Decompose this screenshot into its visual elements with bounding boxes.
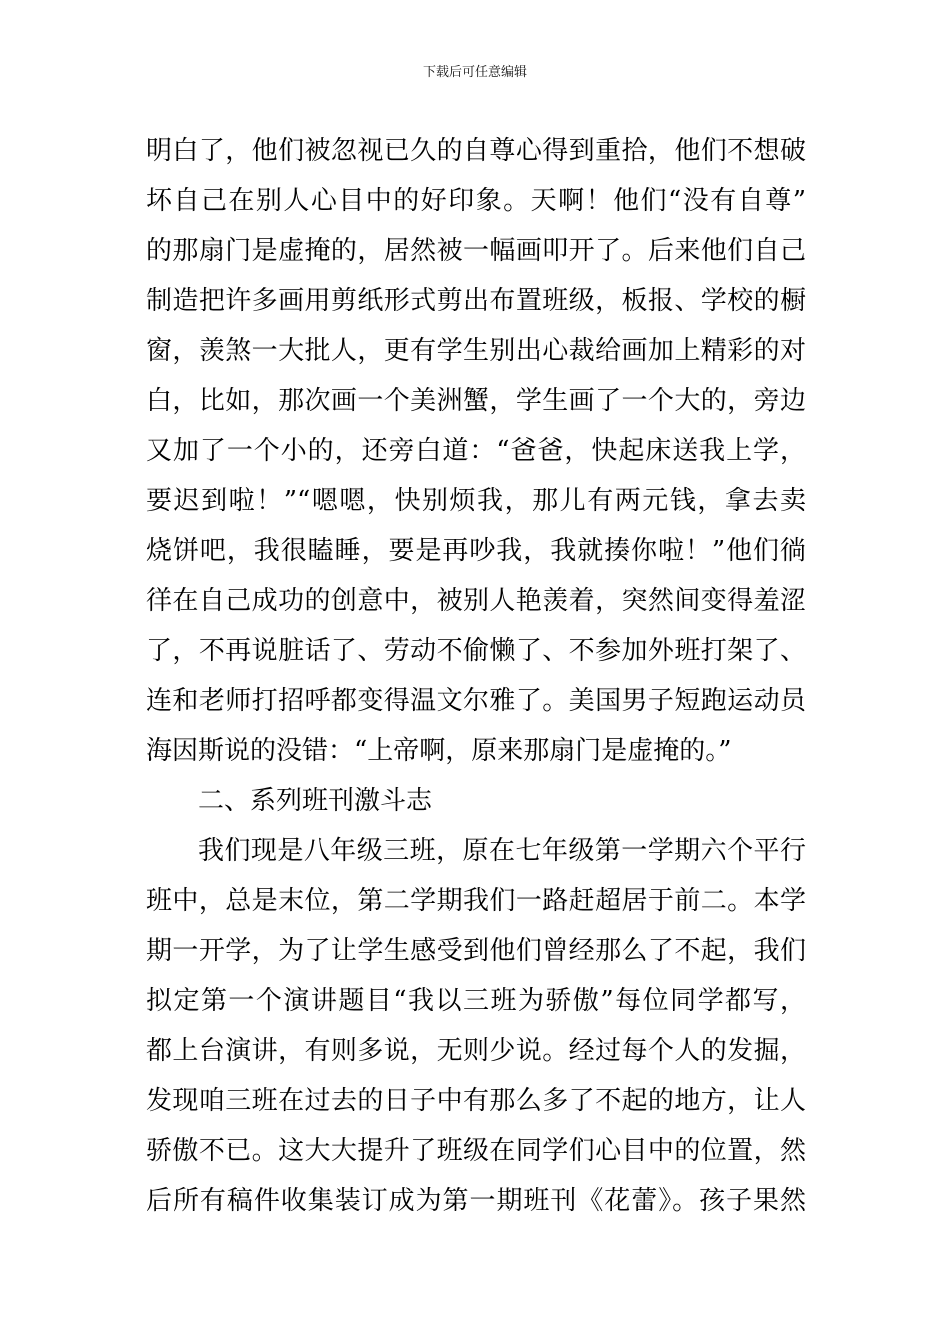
text-line: 了，不再说脏话了、劳动不偷懒了、不参加外班打架了、 — [146, 636, 806, 666]
text-line: 坏自己在别人心目中的好印象。天啊！他们“没有自尊” — [146, 186, 806, 216]
text-line: 要迟到啦！”“嗯嗯，快别烦我，那儿有两元钱，拿去卖 — [146, 486, 806, 516]
text-line: 我们现是八年级三班，原在七年级第一学期六个平行 — [198, 836, 806, 866]
text-line: 发现咱三班在过去的日子中有那么多了不起的地方，让人 — [146, 1086, 806, 1116]
text-line: 后所有稿件收集装订成为第一期班刊《花蕾》。孩子果然 — [146, 1186, 806, 1216]
text-line: 拟定第一个演讲题目“我以三班为骄傲”每位同学都写， — [146, 986, 806, 1016]
text-line: 的那扇门是虚掩的，居然被一幅画叩开了。后来他们自己 — [146, 236, 806, 266]
text-line: 连和老师打招呼都变得温文尔雅了。美国男子短跑运动员 — [146, 686, 806, 716]
text-line: 烧饼吧，我很瞌睡，要是再吵我，我就揍你啦！”他们徜 — [146, 536, 806, 566]
text-line: 又加了一个小的，还旁白道：“爸爸，快起床送我上学， — [146, 436, 806, 466]
text-line: 制造把许多画用剪纸形式剪出布置班级，板报、学校的橱 — [146, 286, 806, 316]
text-line: 都上台演讲，有则多说，无则少说。经过每个人的发掘， — [146, 1036, 806, 1066]
text-line: 骄傲不已。这大大提升了班级在同学们心目中的位置，然 — [146, 1136, 806, 1166]
page-header: 下载后可任意编辑 — [422, 65, 527, 80]
text-line: 海因斯说的没错：“上帝啊，原来那扇门是虚掩的。” — [146, 736, 732, 766]
text-line: 明白了，他们被忽视已久的自尊心得到重拾，他们不想破 — [146, 136, 806, 166]
text-line: 徉在自己成功的创意中，被别人艳羡着，突然间变得羞涩 — [146, 586, 806, 616]
text-line: 白，比如，那次画一个美洲蟹，学生画了一个大的，旁边 — [146, 386, 806, 416]
document-body — [146, 126, 806, 1226]
section-heading: 二、系列班刊激斗志 — [198, 786, 433, 816]
text-line: 期一开学，为了让学生感受到他们曾经那么了不起，我们 — [146, 936, 806, 966]
text-line: 窗，羡煞一大批人，更有学生别出心裁给画加上精彩的对 — [146, 336, 806, 366]
text-line: 班中，总是末位，第二学期我们一路赶超居于前二。本学 — [146, 886, 806, 916]
